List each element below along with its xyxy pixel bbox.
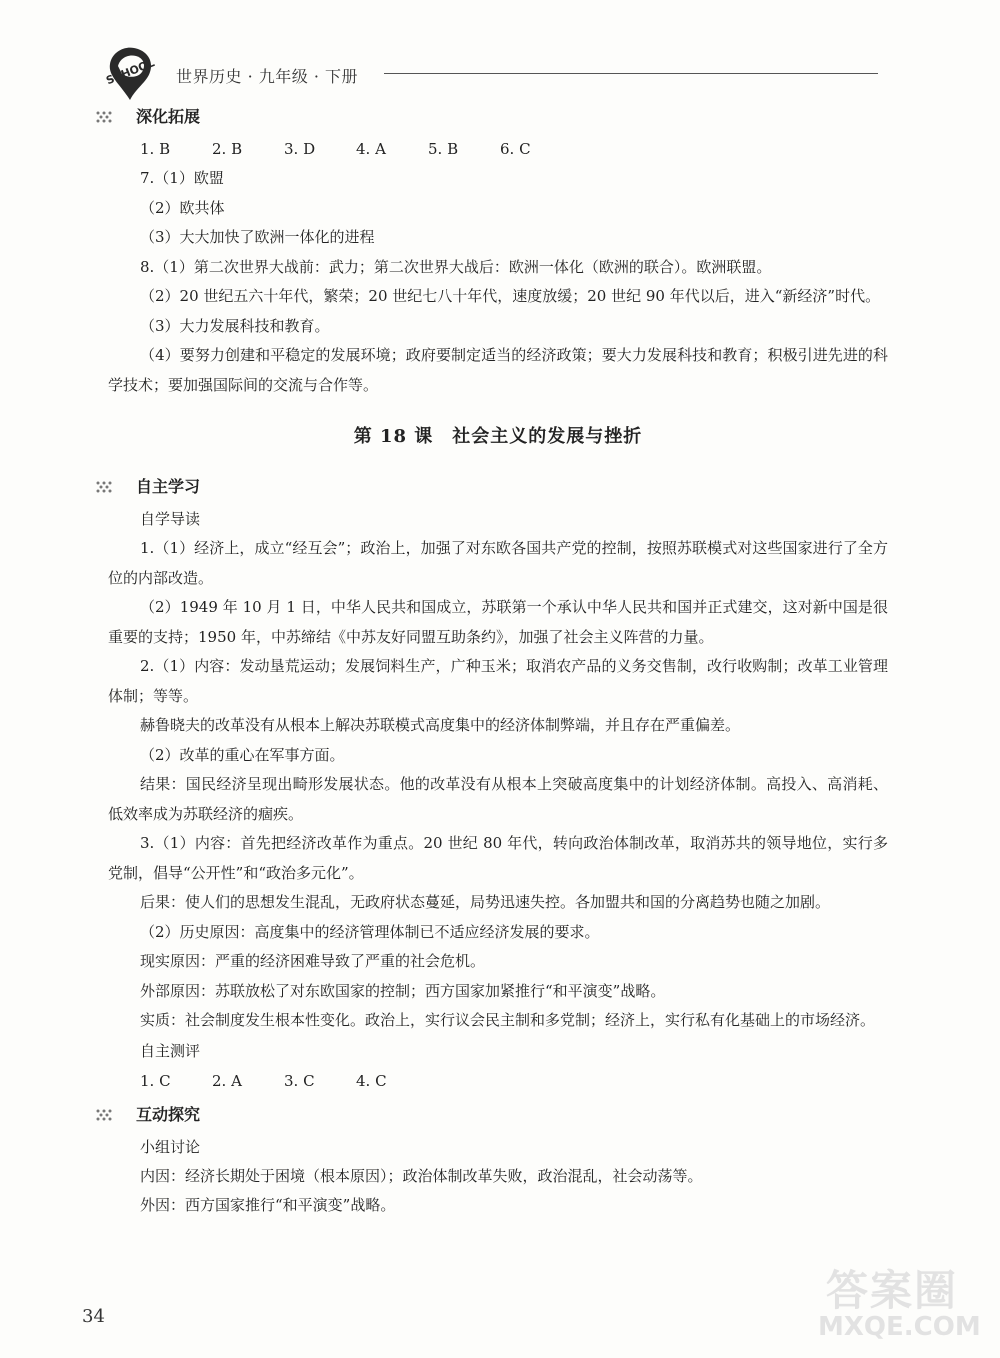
logo-text: SCHOOL [104,56,157,88]
lesson-title: 第 18 课 社会主义的发展与挫折 [353,426,643,447]
answer-item: 5. B [428,140,459,158]
page-number: 34 [82,1306,105,1327]
answer-item: 3. D [284,140,316,158]
answer-item: 4. C [356,1071,387,1090]
subheading: 自学导读 [140,510,201,528]
answer-line: 赫鲁晓夫的改革没有从根本上解决苏联模式高度集中的经济体制弊端，并且存在严重偏差。 [140,716,741,734]
page-content [108,100,888,1221]
answer-item: 2. B [212,140,243,158]
answer-line: 后果：使人们的思想发生混乱，无政府状态蔓延，局势迅速失控。各加盟共和国的分离趋势也随之加剧。 [140,893,831,911]
section-heading-self-study [108,470,888,504]
answer-line: 实质：社会制度发生根本性变化。政治上，实行议会民主制和多党制；经济上，实行私有化基础上的市场经济。 [140,1011,876,1029]
answer-line: 外因：西方国家推行“和平演变”战略。 [140,1196,396,1214]
answer-line: 8.（1）第二次世界大战前：武力；第二次世界大战后：欧洲一体化（欧洲的联合）。欧洲联盟。 [140,257,772,276]
section-dots-icon [94,1107,128,1123]
section-title: 互动探究 [136,1104,201,1124]
answer-line: （4）要努力创建和平稳定的发展环境；政府要制定适当的经济政策；要大力发展科技和教育；积极引进先进的科学技术；要加强国际间的交流与合作等。 [108,346,888,394]
book-title: 世界历史 · 九年级 · 下册 [176,67,359,86]
answer-line: （2）历史原因：高度集中的经济管理体制已不适应经济发展的要求。 [140,922,600,941]
answer-line: （3）大力发展科技和教育。 [140,316,330,335]
answer-item: 1. B [140,140,171,158]
section-heading-interaction [108,1098,888,1132]
answer-line: 1.（1）经济上，成立“经互会”；政治上，加强了对东欧各国共产党的控制，按照苏联模式对这些国家进行了全方位的内部改造。 [108,539,888,587]
watermark [806,1258,996,1354]
answer-line: （2）欧共体 [140,198,225,217]
answer-line: 结果：国民经济呈现出畸形发展状态。他的改革没有从根本上突破高度集中的计划经济体制。高投入、高消耗、低效率成为苏联经济的痼疾。 [108,775,888,823]
answer-line: （2）改革的重心在军事方面。 [140,745,345,764]
answer-item: 6. C [500,140,531,158]
section-title: 深化拓展 [136,107,201,126]
watermark-logo: 答案圈 [826,1266,959,1315]
watermark-url: MXQE.COM [818,1312,981,1342]
answer-line: 外部原因：苏联放松了对东欧国家的控制；西方国家加紧推行“和平演变”战略。 [140,981,666,1000]
answer-line: 3.（1）内容：首先把经济改革作为重点。20 世纪 80 年代，转向政治体制改革，取消苏共的领导地位，实行多党制，倡导“公开性”和“政治多元化”。 [108,834,888,882]
answer-line: 现实原因：严重的经济困难导致了严重的社会危机。 [140,952,486,970]
answer-item: 3. C [284,1071,315,1090]
answer-line: （2）20 世纪五六十年代，繁荣；20 世纪七八十年代，速度放缓；20 世纪 90 年代以后，进入“新经济”时代。 [140,287,881,305]
answer-item: 2. A [212,1071,242,1090]
section-heading-deepening [108,100,888,134]
section-title: 自主学习 [136,477,201,496]
choice-answers [108,1066,888,1096]
answer-line: （2）1949 年 10 月 1 日，中华人民共和国成立，苏联第一个承认中华人民共和国并正式建交，这对新中国是很重要的支持；1950 年，中苏缔结《中苏友好同盟互助条约》，加强了社会主义阵营的力量。 [108,598,888,646]
page-header [98,44,888,104]
answer-line: （3）大大加快了欧洲一体化的进程 [140,228,375,246]
answer-line: 内因：经济长期处于困境（根本原因）；政治体制改革失败，政治混乱，社会动荡等。 [140,1166,703,1185]
answer-item: 1. C [140,1071,171,1090]
header-rule [384,73,878,74]
answer-line: 7.（1）欧盟 [140,169,224,187]
answer-item: 4. A [356,140,386,158]
section-dots-icon [94,109,128,125]
subheading: 自主测评 [140,1041,201,1060]
choice-answers [108,134,888,164]
subheading: 小组讨论 [140,1137,201,1156]
school-logo-icon [98,44,162,104]
answer-line: 2.（1）内容：发动垦荒运动；发展饲料生产，广种玉米；取消农产品的义务交售制，改行收购制；改革工业管理体制；等等。 [108,657,888,705]
section-dots-icon [94,479,128,495]
